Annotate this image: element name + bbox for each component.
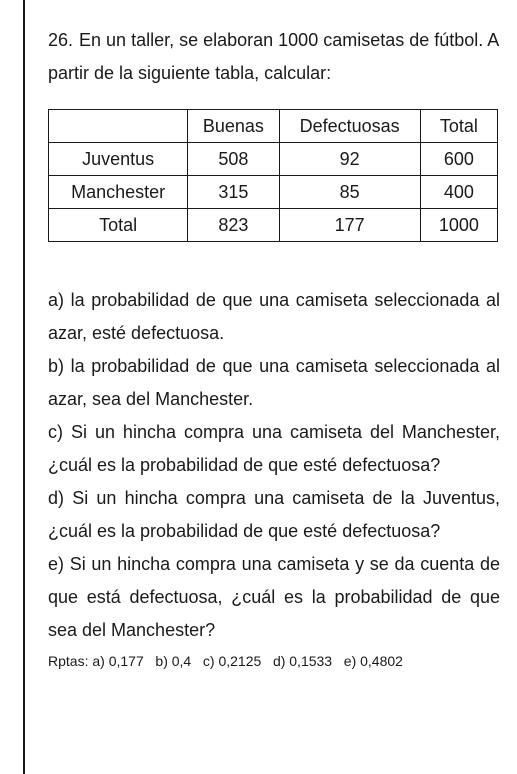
answer-d: d) 0,1533 — [272, 653, 333, 669]
header-cell: Total — [420, 110, 497, 143]
sub-question-e: e) Si un hincha compra una camiseta y se da cuenta de que está defectuosa, ¿cuál es la probabilidad de que sea del Manchester? — [48, 554, 500, 640]
table-cell: 177 — [279, 209, 420, 242]
table-cell: 508 — [188, 143, 279, 176]
answer-c: c) 0,2125 — [202, 653, 262, 669]
table-cell: 92 — [279, 143, 420, 176]
sub-question-c: c) Si un hincha compra una camiseta del Manchester, ¿cuál es la probabilidad de que esté defectuosa? — [48, 422, 500, 475]
sub-question-d: d) Si un hincha compra una camiseta de la Juventus, ¿cuál es la probabilidad de que esté defectuosa? — [48, 488, 500, 541]
exercise — [48, 24, 500, 671]
table-row — [49, 143, 498, 176]
table-row — [49, 209, 498, 242]
table-cell: 823 — [188, 209, 279, 242]
question-number: 26. — [48, 30, 74, 50]
question-text: En un taller, se elaboran 1000 camisetas de fútbol. A partir de la siguiente tabla, calcular: — [48, 30, 499, 83]
table-cell: 85 — [279, 176, 420, 209]
data-table — [48, 109, 498, 242]
table-cell: 315 — [188, 176, 279, 209]
row-label: Total — [49, 209, 188, 242]
header-cell — [49, 110, 188, 143]
answer-a: a) 0,177 — [92, 653, 144, 669]
row-label: Juventus — [49, 143, 188, 176]
question-statement — [48, 24, 500, 90]
answers-label: Rptas: — [48, 653, 89, 669]
header-cell: Buenas — [188, 110, 279, 143]
table-cell: 600 — [420, 143, 497, 176]
sub-question-a: a) la probabilidad de que una camiseta seleccionada al azar, esté defectuosa. — [48, 290, 500, 343]
answers-line — [48, 651, 500, 671]
answer-e: e) 0,4802 — [343, 653, 403, 669]
header-cell: Defectuosas — [279, 110, 420, 143]
sub-questions — [48, 284, 500, 647]
table-cell: 400 — [420, 176, 497, 209]
margin-line — [23, 0, 25, 774]
sub-question-b: b) la probabilidad de que una camiseta seleccionada al azar, sea del Manchester. — [48, 356, 500, 409]
row-label: Manchester — [49, 176, 188, 209]
table-header-row — [49, 110, 498, 143]
answer-b: b) 0,4 — [155, 653, 192, 669]
table-cell: 1000 — [420, 209, 497, 242]
table-row — [49, 176, 498, 209]
